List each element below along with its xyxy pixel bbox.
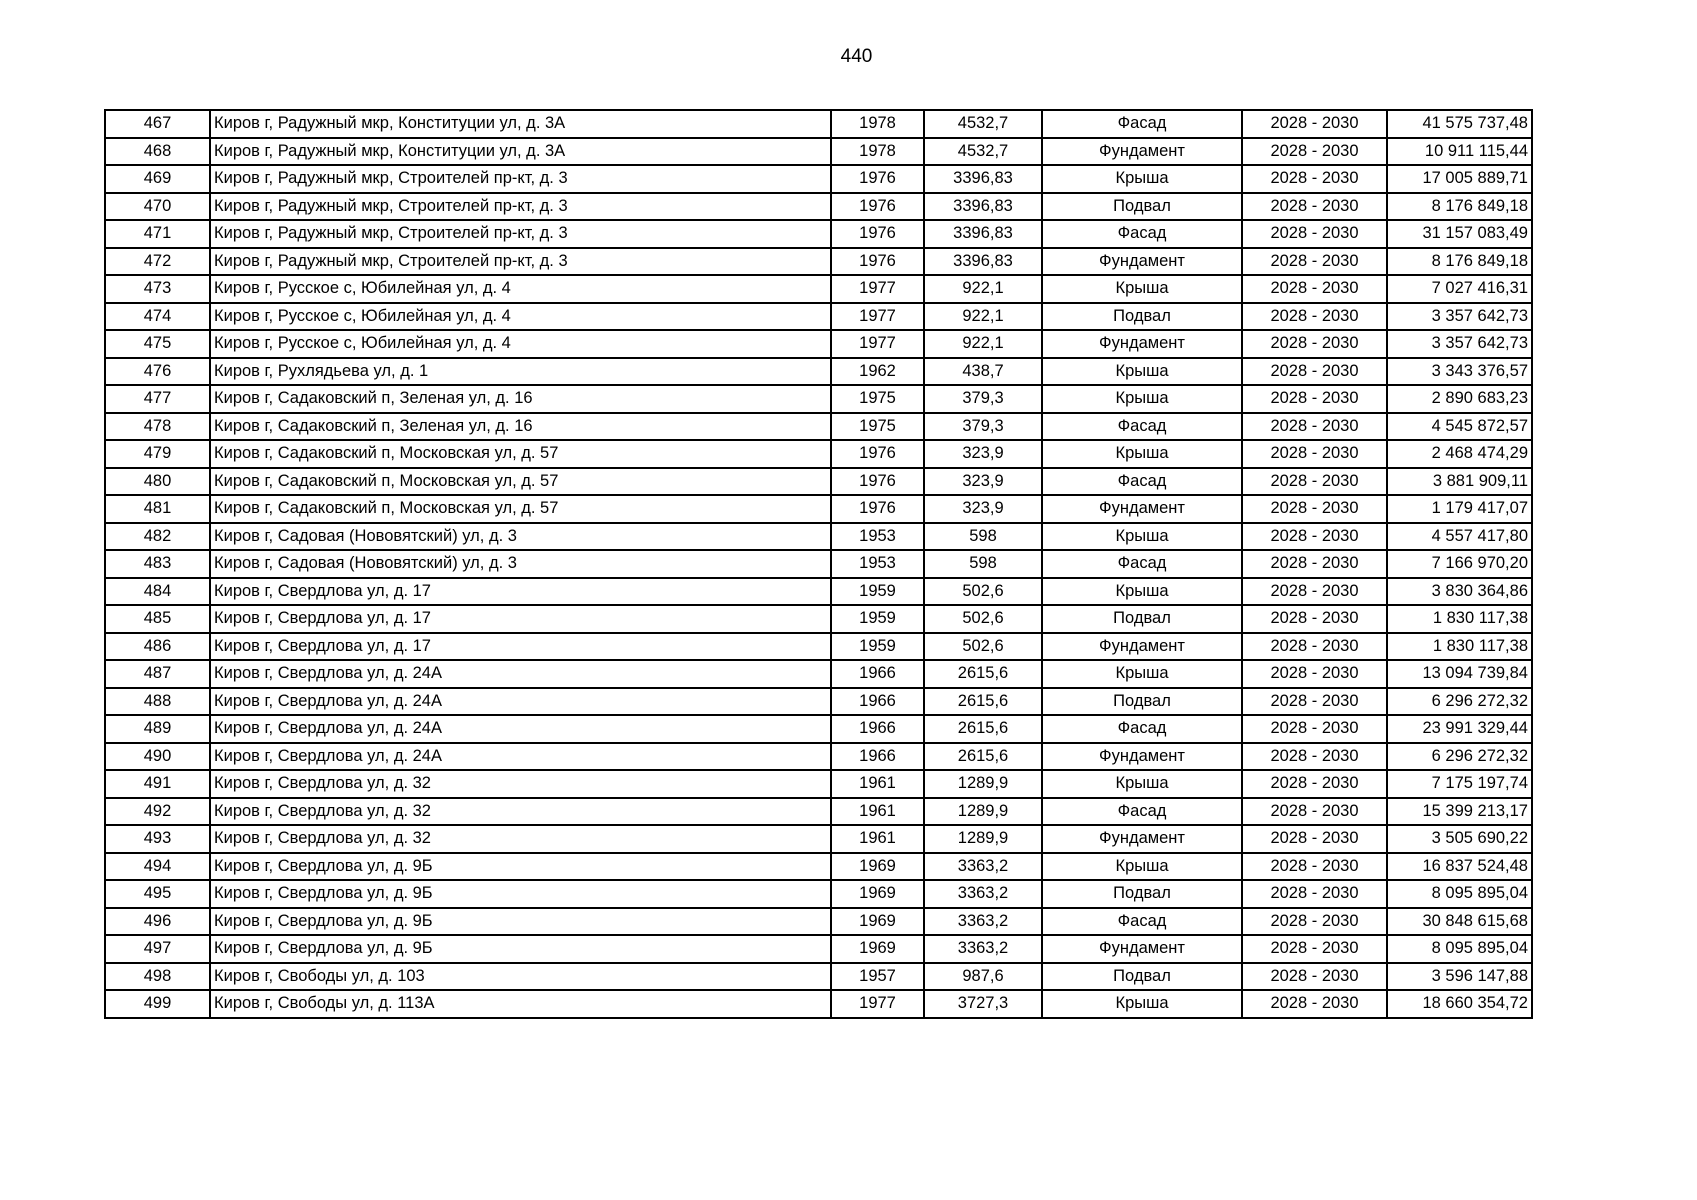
period-cell: 2028 - 2030: [1242, 908, 1387, 936]
cost-cell: 6 296 272,32: [1387, 688, 1532, 716]
address-cell: Киров г, Свердлова ул, д. 32: [210, 798, 831, 826]
row-number-cell: 469: [105, 165, 210, 193]
table-row: [105, 963, 1532, 991]
period-cell: 2028 - 2030: [1242, 798, 1387, 826]
year-cell: 1977: [831, 275, 924, 303]
row-number-cell: 497: [105, 935, 210, 963]
period-cell: 2028 - 2030: [1242, 990, 1387, 1018]
work-type-cell: Фасад: [1042, 908, 1242, 936]
registry-table: [104, 109, 1533, 1019]
address-cell: Киров г, Свердлова ул, д. 24А: [210, 715, 831, 743]
row-number-cell: 471: [105, 220, 210, 248]
table-row: [105, 798, 1532, 826]
area-cell: 3396,83: [924, 165, 1042, 193]
row-number-cell: 480: [105, 468, 210, 496]
cost-cell: 7 175 197,74: [1387, 770, 1532, 798]
address-cell: Киров г, Радужный мкр, Строителей пр-кт, д. 3: [210, 248, 831, 276]
row-number-cell: 468: [105, 138, 210, 166]
year-cell: 1978: [831, 138, 924, 166]
year-cell: 1976: [831, 193, 924, 221]
cost-cell: 7 166 970,20: [1387, 550, 1532, 578]
table-row: [105, 385, 1532, 413]
area-cell: 1289,9: [924, 770, 1042, 798]
year-cell: 1976: [831, 440, 924, 468]
table-row: [105, 275, 1532, 303]
work-type-cell: Фасад: [1042, 550, 1242, 578]
row-number-cell: 490: [105, 743, 210, 771]
work-type-cell: Крыша: [1042, 660, 1242, 688]
year-cell: 1976: [831, 495, 924, 523]
page-number: 440: [840, 46, 873, 67]
period-cell: 2028 - 2030: [1242, 220, 1387, 248]
work-type-cell: Крыша: [1042, 523, 1242, 551]
area-cell: 4532,7: [924, 138, 1042, 166]
cost-cell: 15 399 213,17: [1387, 798, 1532, 826]
address-cell: Киров г, Свердлова ул, д. 24А: [210, 743, 831, 771]
cost-cell: 2 468 474,29: [1387, 440, 1532, 468]
year-cell: 1966: [831, 688, 924, 716]
area-cell: 3363,2: [924, 935, 1042, 963]
row-number-cell: 474: [105, 303, 210, 331]
work-type-cell: Подвал: [1042, 605, 1242, 633]
period-cell: 2028 - 2030: [1242, 825, 1387, 853]
cost-cell: 8 095 895,04: [1387, 935, 1532, 963]
period-cell: 2028 - 2030: [1242, 303, 1387, 331]
address-cell: Киров г, Садаковский п, Московская ул, д. 57: [210, 440, 831, 468]
address-cell: Киров г, Свердлова ул, д. 9Б: [210, 935, 831, 963]
cost-cell: 4 557 417,80: [1387, 523, 1532, 551]
row-number-cell: 495: [105, 880, 210, 908]
cost-cell: 3 596 147,88: [1387, 963, 1532, 991]
address-cell: Киров г, Рухлядьева ул, д. 1: [210, 358, 831, 386]
year-cell: 1966: [831, 743, 924, 771]
row-number-cell: 492: [105, 798, 210, 826]
work-type-cell: Крыша: [1042, 165, 1242, 193]
address-cell: Киров г, Русское с, Юбилейная ул, д. 4: [210, 303, 831, 331]
address-cell: Киров г, Садаковский п, Московская ул, д. 57: [210, 468, 831, 496]
area-cell: 987,6: [924, 963, 1042, 991]
row-number-cell: 478: [105, 413, 210, 441]
period-cell: 2028 - 2030: [1242, 248, 1387, 276]
work-type-cell: Подвал: [1042, 193, 1242, 221]
cost-cell: 1 179 417,07: [1387, 495, 1532, 523]
address-cell: Киров г, Садовая (Нововятский) ул, д. 3: [210, 523, 831, 551]
cost-cell: 31 157 083,49: [1387, 220, 1532, 248]
area-cell: 2615,6: [924, 660, 1042, 688]
work-type-cell: Фундамент: [1042, 825, 1242, 853]
cost-cell: 3 343 376,57: [1387, 358, 1532, 386]
address-cell: Киров г, Свердлова ул, д. 32: [210, 825, 831, 853]
area-cell: 3396,83: [924, 220, 1042, 248]
period-cell: 2028 - 2030: [1242, 413, 1387, 441]
cost-cell: 17 005 889,71: [1387, 165, 1532, 193]
area-cell: 1289,9: [924, 798, 1042, 826]
period-cell: 2028 - 2030: [1242, 633, 1387, 661]
period-cell: 2028 - 2030: [1242, 963, 1387, 991]
table-row: [105, 660, 1532, 688]
row-number-cell: 467: [105, 110, 210, 138]
table-row: [105, 248, 1532, 276]
year-cell: 1976: [831, 165, 924, 193]
table-row: [105, 220, 1532, 248]
cost-cell: 2 890 683,23: [1387, 385, 1532, 413]
table-row: [105, 330, 1532, 358]
row-number-cell: 476: [105, 358, 210, 386]
cost-cell: 7 027 416,31: [1387, 275, 1532, 303]
row-number-cell: 484: [105, 578, 210, 606]
table-row: [105, 165, 1532, 193]
work-type-cell: Крыша: [1042, 275, 1242, 303]
period-cell: 2028 - 2030: [1242, 165, 1387, 193]
work-type-cell: Фасад: [1042, 468, 1242, 496]
period-cell: 2028 - 2030: [1242, 578, 1387, 606]
area-cell: 922,1: [924, 303, 1042, 331]
work-type-cell: Фасад: [1042, 110, 1242, 138]
work-type-cell: Крыша: [1042, 853, 1242, 881]
row-number-cell: 470: [105, 193, 210, 221]
table-row: [105, 468, 1532, 496]
period-cell: 2028 - 2030: [1242, 880, 1387, 908]
row-number-cell: 488: [105, 688, 210, 716]
address-cell: Киров г, Свердлова ул, д. 32: [210, 770, 831, 798]
work-type-cell: Крыша: [1042, 770, 1242, 798]
work-type-cell: Подвал: [1042, 303, 1242, 331]
table-row: [105, 413, 1532, 441]
period-cell: 2028 - 2030: [1242, 358, 1387, 386]
year-cell: 1962: [831, 358, 924, 386]
table-row: [105, 110, 1532, 138]
period-cell: 2028 - 2030: [1242, 605, 1387, 633]
address-cell: Киров г, Свердлова ул, д. 24А: [210, 688, 831, 716]
period-cell: 2028 - 2030: [1242, 330, 1387, 358]
period-cell: 2028 - 2030: [1242, 743, 1387, 771]
work-type-cell: Фундамент: [1042, 633, 1242, 661]
address-cell: Киров г, Радужный мкр, Строителей пр-кт, д. 3: [210, 165, 831, 193]
row-number-cell: 498: [105, 963, 210, 991]
address-cell: Киров г, Свердлова ул, д. 24А: [210, 660, 831, 688]
table-row: [105, 440, 1532, 468]
row-number-cell: 482: [105, 523, 210, 551]
table-row: [105, 743, 1532, 771]
cost-cell: 3 357 642,73: [1387, 330, 1532, 358]
period-cell: 2028 - 2030: [1242, 468, 1387, 496]
area-cell: 2615,6: [924, 715, 1042, 743]
period-cell: 2028 - 2030: [1242, 770, 1387, 798]
cost-cell: 41 575 737,48: [1387, 110, 1532, 138]
row-number-cell: 479: [105, 440, 210, 468]
address-cell: Киров г, Свободы ул, д. 113А: [210, 990, 831, 1018]
work-type-cell: Фасад: [1042, 220, 1242, 248]
work-type-cell: Фундамент: [1042, 138, 1242, 166]
year-cell: 1966: [831, 715, 924, 743]
area-cell: 3396,83: [924, 248, 1042, 276]
year-cell: 1969: [831, 908, 924, 936]
work-type-cell: Подвал: [1042, 963, 1242, 991]
year-cell: 1961: [831, 770, 924, 798]
area-cell: 323,9: [924, 495, 1042, 523]
address-cell: Киров г, Радужный мкр, Строителей пр-кт, д. 3: [210, 193, 831, 221]
table-row: [105, 138, 1532, 166]
row-number-cell: 499: [105, 990, 210, 1018]
table-row: [105, 990, 1532, 1018]
table-body: [105, 110, 1532, 1018]
cost-cell: 1 830 117,38: [1387, 605, 1532, 633]
work-type-cell: Подвал: [1042, 880, 1242, 908]
cost-cell: 8 095 895,04: [1387, 880, 1532, 908]
row-number-cell: 494: [105, 853, 210, 881]
cost-cell: 3 830 364,86: [1387, 578, 1532, 606]
year-cell: 1959: [831, 578, 924, 606]
row-number-cell: 485: [105, 605, 210, 633]
address-cell: Киров г, Садовая (Нововятский) ул, д. 3: [210, 550, 831, 578]
table-row: [105, 605, 1532, 633]
area-cell: 598: [924, 523, 1042, 551]
year-cell: 1961: [831, 798, 924, 826]
area-cell: 3363,2: [924, 908, 1042, 936]
year-cell: 1977: [831, 303, 924, 331]
year-cell: 1953: [831, 523, 924, 551]
area-cell: 323,9: [924, 440, 1042, 468]
table-row: [105, 358, 1532, 386]
year-cell: 1977: [831, 330, 924, 358]
work-type-cell: Фундамент: [1042, 330, 1242, 358]
year-cell: 1961: [831, 825, 924, 853]
cost-cell: 3 881 909,11: [1387, 468, 1532, 496]
year-cell: 1976: [831, 248, 924, 276]
year-cell: 1975: [831, 413, 924, 441]
table-row: [105, 688, 1532, 716]
year-cell: 1978: [831, 110, 924, 138]
work-type-cell: Фасад: [1042, 798, 1242, 826]
work-type-cell: Крыша: [1042, 440, 1242, 468]
area-cell: 4532,7: [924, 110, 1042, 138]
address-cell: Киров г, Русское с, Юбилейная ул, д. 4: [210, 275, 831, 303]
period-cell: 2028 - 2030: [1242, 138, 1387, 166]
row-number-cell: 496: [105, 908, 210, 936]
cost-cell: 8 176 849,18: [1387, 193, 1532, 221]
row-number-cell: 486: [105, 633, 210, 661]
address-cell: Киров г, Свердлова ул, д. 17: [210, 605, 831, 633]
cost-cell: 8 176 849,18: [1387, 248, 1532, 276]
row-number-cell: 493: [105, 825, 210, 853]
area-cell: 323,9: [924, 468, 1042, 496]
area-cell: 3396,83: [924, 193, 1042, 221]
cost-cell: 4 545 872,57: [1387, 413, 1532, 441]
row-number-cell: 477: [105, 385, 210, 413]
cost-cell: 3 505 690,22: [1387, 825, 1532, 853]
work-type-cell: Фундамент: [1042, 495, 1242, 523]
period-cell: 2028 - 2030: [1242, 853, 1387, 881]
address-cell: Киров г, Свердлова ул, д. 9Б: [210, 908, 831, 936]
address-cell: Киров г, Радужный мкр, Строителей пр-кт, д. 3: [210, 220, 831, 248]
cost-cell: 13 094 739,84: [1387, 660, 1532, 688]
area-cell: 922,1: [924, 330, 1042, 358]
period-cell: 2028 - 2030: [1242, 935, 1387, 963]
table-row: [105, 880, 1532, 908]
period-cell: 2028 - 2030: [1242, 440, 1387, 468]
address-cell: Киров г, Садаковский п, Зеленая ул, д. 16: [210, 385, 831, 413]
year-cell: 1975: [831, 385, 924, 413]
year-cell: 1977: [831, 990, 924, 1018]
period-cell: 2028 - 2030: [1242, 110, 1387, 138]
period-cell: 2028 - 2030: [1242, 495, 1387, 523]
period-cell: 2028 - 2030: [1242, 523, 1387, 551]
table-row: [105, 825, 1532, 853]
area-cell: 922,1: [924, 275, 1042, 303]
row-number-cell: 483: [105, 550, 210, 578]
cost-cell: 6 296 272,32: [1387, 743, 1532, 771]
work-type-cell: Крыша: [1042, 385, 1242, 413]
area-cell: 3363,2: [924, 853, 1042, 881]
work-type-cell: Фасад: [1042, 715, 1242, 743]
address-cell: Киров г, Радужный мкр, Конституции ул, д. 3А: [210, 110, 831, 138]
table-row: [105, 935, 1532, 963]
cost-cell: 3 357 642,73: [1387, 303, 1532, 331]
work-type-cell: Фундамент: [1042, 248, 1242, 276]
work-type-cell: Крыша: [1042, 358, 1242, 386]
area-cell: 379,3: [924, 385, 1042, 413]
area-cell: 502,6: [924, 605, 1042, 633]
cost-cell: 18 660 354,72: [1387, 990, 1532, 1018]
year-cell: 1957: [831, 963, 924, 991]
year-cell: 1966: [831, 660, 924, 688]
address-cell: Киров г, Свободы ул, д. 103: [210, 963, 831, 991]
year-cell: 1969: [831, 935, 924, 963]
area-cell: 438,7: [924, 358, 1042, 386]
row-number-cell: 481: [105, 495, 210, 523]
period-cell: 2028 - 2030: [1242, 385, 1387, 413]
area-cell: 502,6: [924, 633, 1042, 661]
work-type-cell: Подвал: [1042, 688, 1242, 716]
address-cell: Киров г, Свердлова ул, д. 9Б: [210, 853, 831, 881]
table-row: [105, 908, 1532, 936]
year-cell: 1959: [831, 633, 924, 661]
row-number-cell: 487: [105, 660, 210, 688]
area-cell: 598: [924, 550, 1042, 578]
address-cell: Киров г, Свердлова ул, д. 9Б: [210, 880, 831, 908]
year-cell: 1969: [831, 853, 924, 881]
work-type-cell: Крыша: [1042, 578, 1242, 606]
area-cell: 1289,9: [924, 825, 1042, 853]
table-row: [105, 770, 1532, 798]
address-cell: Киров г, Садаковский п, Зеленая ул, д. 16: [210, 413, 831, 441]
work-type-cell: Фундамент: [1042, 743, 1242, 771]
period-cell: 2028 - 2030: [1242, 193, 1387, 221]
year-cell: 1959: [831, 605, 924, 633]
table-row: [105, 303, 1532, 331]
table-row: [105, 193, 1532, 221]
cost-cell: 1 830 117,38: [1387, 633, 1532, 661]
address-cell: Киров г, Свердлова ул, д. 17: [210, 633, 831, 661]
area-cell: 502,6: [924, 578, 1042, 606]
table-row: [105, 578, 1532, 606]
address-cell: Киров г, Садаковский п, Московская ул, д. 57: [210, 495, 831, 523]
table-row: [105, 853, 1532, 881]
cost-cell: 23 991 329,44: [1387, 715, 1532, 743]
row-number-cell: 473: [105, 275, 210, 303]
cost-cell: 30 848 615,68: [1387, 908, 1532, 936]
area-cell: 379,3: [924, 413, 1042, 441]
area-cell: 2615,6: [924, 743, 1042, 771]
year-cell: 1953: [831, 550, 924, 578]
row-number-cell: 472: [105, 248, 210, 276]
period-cell: 2028 - 2030: [1242, 275, 1387, 303]
table-row: [105, 633, 1532, 661]
period-cell: 2028 - 2030: [1242, 688, 1387, 716]
row-number-cell: 489: [105, 715, 210, 743]
period-cell: 2028 - 2030: [1242, 550, 1387, 578]
table-row: [105, 550, 1532, 578]
year-cell: 1976: [831, 468, 924, 496]
area-cell: 3363,2: [924, 880, 1042, 908]
work-type-cell: Фасад: [1042, 413, 1242, 441]
period-cell: 2028 - 2030: [1242, 715, 1387, 743]
area-cell: 3727,3: [924, 990, 1042, 1018]
period-cell: 2028 - 2030: [1242, 660, 1387, 688]
row-number-cell: 491: [105, 770, 210, 798]
row-number-cell: 475: [105, 330, 210, 358]
address-cell: Киров г, Радужный мкр, Конституции ул, д. 3А: [210, 138, 831, 166]
year-cell: 1976: [831, 220, 924, 248]
work-type-cell: Фундамент: [1042, 935, 1242, 963]
table-row: [105, 715, 1532, 743]
cost-cell: 16 837 524,48: [1387, 853, 1532, 881]
table-row: [105, 523, 1532, 551]
work-type-cell: Крыша: [1042, 990, 1242, 1018]
table-row: [105, 495, 1532, 523]
cost-cell: 10 911 115,44: [1387, 138, 1532, 166]
address-cell: Киров г, Русское с, Юбилейная ул, д. 4: [210, 330, 831, 358]
year-cell: 1969: [831, 880, 924, 908]
address-cell: Киров г, Свердлова ул, д. 17: [210, 578, 831, 606]
area-cell: 2615,6: [924, 688, 1042, 716]
